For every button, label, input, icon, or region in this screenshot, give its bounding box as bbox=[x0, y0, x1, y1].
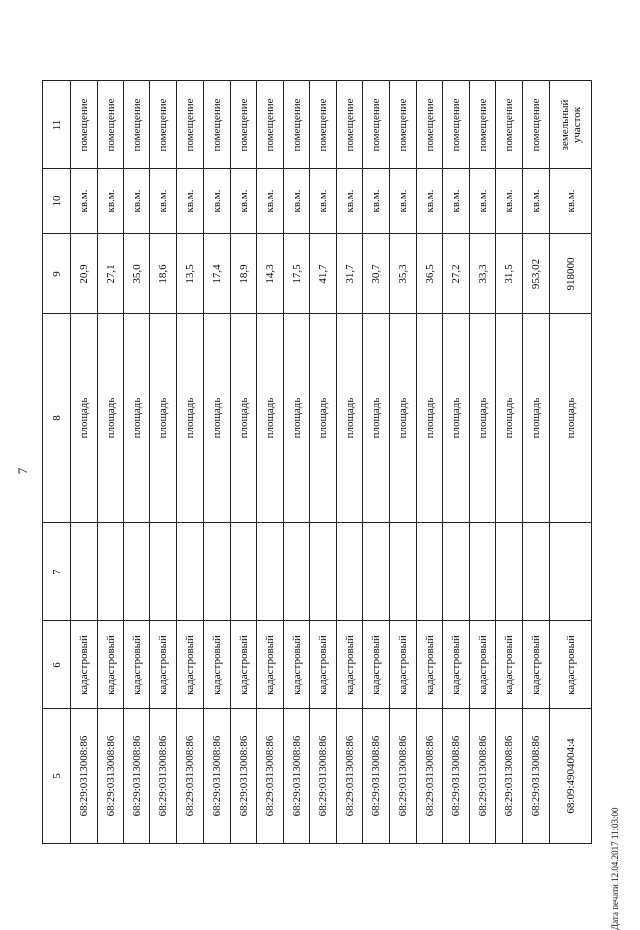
cell-text: кадастровый bbox=[397, 634, 409, 695]
cell-text: 18,9 bbox=[237, 263, 250, 284]
table-cell-col-6 bbox=[443, 621, 469, 708]
table-cell-col-7 bbox=[470, 523, 495, 620]
table-cell-col-5 bbox=[496, 709, 522, 843]
cell-text: помещение bbox=[397, 97, 409, 152]
cell-text: помещение bbox=[157, 97, 169, 152]
table-cell-col-6 bbox=[71, 621, 97, 708]
table-cell-col-8 bbox=[231, 314, 256, 522]
cell-text: 33,3 bbox=[476, 263, 489, 284]
cell-text: кадастровый bbox=[157, 634, 169, 695]
table-cell-col-5 bbox=[310, 709, 336, 843]
table-cell-col-6 bbox=[417, 621, 442, 708]
cell-text: кв.м. bbox=[290, 189, 303, 213]
page-number: 7 bbox=[15, 467, 30, 475]
table-cell-col-10 bbox=[550, 169, 591, 233]
cell-text: помещение bbox=[423, 97, 436, 152]
cell-text: кв.м. bbox=[370, 189, 382, 213]
table-cell-col-5 bbox=[150, 709, 176, 843]
table-cell-col-8 bbox=[284, 314, 309, 522]
cell-text: кв.м. bbox=[317, 189, 329, 213]
table-cell-col-7 bbox=[177, 523, 203, 620]
cell-text: кв.м. bbox=[157, 189, 169, 213]
cell-text: 30,7 bbox=[370, 263, 382, 284]
cell-text: кв.м. bbox=[264, 189, 276, 213]
table-cell-col-7 bbox=[443, 523, 469, 620]
cell-text: кадастровый bbox=[317, 634, 329, 695]
table-cell-col-10 bbox=[71, 169, 97, 233]
cell-text: 10 bbox=[50, 195, 63, 207]
table-cell-col-8 bbox=[417, 314, 442, 522]
table-cell-col-8 bbox=[257, 314, 283, 522]
cell-text: 68:09:4904004:4 bbox=[564, 738, 577, 814]
table-cell-col-5 bbox=[257, 709, 283, 843]
table-cell-col-8 bbox=[310, 314, 336, 522]
table-cell-col-5 bbox=[98, 709, 123, 843]
table-cell-col-9 bbox=[390, 234, 416, 313]
table-cell-col-6 bbox=[310, 621, 336, 708]
cell-text: помещение bbox=[78, 97, 90, 152]
table-cell-col-5 bbox=[177, 709, 203, 843]
table-cell-col-11 bbox=[150, 81, 176, 168]
cell-text: 9 bbox=[50, 270, 63, 277]
cell-text: кадастровый bbox=[503, 634, 515, 695]
cell-text: 918000 bbox=[564, 257, 577, 290]
cell-text: кадастровый bbox=[264, 634, 276, 695]
cell-text: 18,6 bbox=[157, 263, 169, 284]
cell-text: 68:29:0313008:86 bbox=[211, 735, 223, 817]
cell-text: 20,9 bbox=[78, 263, 90, 284]
table-cell-col-11 bbox=[98, 81, 123, 168]
cell-text: помещение bbox=[450, 97, 462, 152]
table-cell-col-7 bbox=[496, 523, 522, 620]
table-cell-col-6 bbox=[231, 621, 256, 708]
table-cell-col-10 bbox=[417, 169, 442, 233]
table-cell-col-7 bbox=[284, 523, 309, 620]
table-cell-col-7 bbox=[363, 523, 389, 620]
table-cell-col-10 bbox=[470, 169, 495, 233]
table-cell-col-9 bbox=[443, 234, 469, 313]
table-cell-col-5 bbox=[523, 709, 549, 843]
table-cell-col-6 bbox=[496, 621, 522, 708]
cell-text: кв.м. bbox=[423, 189, 436, 213]
table-cell-col-7 bbox=[124, 523, 149, 620]
table-cell-col-8 bbox=[337, 314, 362, 522]
table-cell-col-11 bbox=[550, 81, 591, 168]
cell-text: помещение bbox=[211, 97, 223, 152]
cell-text: 31,7 bbox=[343, 263, 356, 284]
table-cell-col-9 bbox=[150, 234, 176, 313]
table-cell-col-8 bbox=[470, 314, 495, 522]
table-cell-col-11 bbox=[284, 81, 309, 168]
table-cell-col-10 bbox=[310, 169, 336, 233]
table-cell-col-10 bbox=[124, 169, 149, 233]
table-cell-col-8 bbox=[443, 314, 469, 522]
cell-text: площадь bbox=[264, 397, 276, 439]
table-cell-col-8 bbox=[150, 314, 176, 522]
cell-text: помещение bbox=[370, 97, 382, 152]
cell-text: кадастровый bbox=[564, 634, 577, 695]
table-cell-col-9 bbox=[204, 234, 230, 313]
cell-text: кадастровый bbox=[184, 634, 196, 695]
cell-text: кадастровый bbox=[450, 634, 462, 695]
table-cell-col-9 bbox=[523, 234, 549, 313]
table-cell-col-8 bbox=[71, 314, 97, 522]
table-cell-col-9 bbox=[284, 234, 309, 313]
table-rule bbox=[591, 80, 592, 843]
table-cell-col-10 bbox=[231, 169, 256, 233]
cell-text: помещение bbox=[530, 97, 542, 152]
cell-text: площадь bbox=[184, 397, 196, 439]
cell-text: 17,5 bbox=[290, 263, 303, 284]
cell-text: площадь bbox=[130, 397, 143, 439]
cell-text: 68:29:0313008:86 bbox=[370, 735, 382, 817]
cell-text: площадь bbox=[78, 397, 90, 439]
table-cell-col-7 bbox=[98, 523, 123, 620]
table-cell-col-9 bbox=[550, 234, 591, 313]
table-cell-col-7 bbox=[523, 523, 549, 620]
table-cell-col-11 bbox=[231, 81, 256, 168]
table-cell-col-6 bbox=[98, 621, 123, 708]
table-cell-col-5 bbox=[417, 709, 442, 843]
cell-text: 68:29:0313008:86 bbox=[78, 735, 90, 817]
table-cell-col-9 bbox=[71, 234, 97, 313]
cell-text: помещение bbox=[476, 97, 489, 152]
cell-text: помещение bbox=[237, 97, 250, 152]
cell-text: кадастровый bbox=[104, 634, 117, 695]
table-cell-col-8 bbox=[523, 314, 549, 522]
cell-text: 35,0 bbox=[130, 263, 143, 284]
cell-text: 68:29:0313008:86 bbox=[450, 735, 462, 817]
table-cell-col-6 bbox=[257, 621, 283, 708]
table-cell-col-10 bbox=[443, 169, 469, 233]
table-cell-col-11 bbox=[496, 81, 522, 168]
cell-text: кв.м. bbox=[503, 189, 515, 213]
table-cell-col-11 bbox=[124, 81, 149, 168]
cell-text: 68:29:0313008:86 bbox=[503, 735, 515, 817]
cell-text: 8 bbox=[50, 415, 63, 421]
cell-text: земельный участок bbox=[558, 99, 583, 150]
table-cell-col-6 bbox=[204, 621, 230, 708]
table-cell-col-8 bbox=[177, 314, 203, 522]
cell-text: помещение bbox=[264, 97, 276, 152]
header-col-6 bbox=[43, 621, 70, 708]
cell-text: площадь bbox=[423, 397, 436, 439]
table-cell-col-10 bbox=[257, 169, 283, 233]
table-cell-col-11 bbox=[417, 81, 442, 168]
header-col-11 bbox=[43, 81, 70, 168]
cell-text: площадь bbox=[564, 397, 577, 439]
table-cell-col-10 bbox=[337, 169, 362, 233]
table-cell-col-6 bbox=[363, 621, 389, 708]
cell-text: 68:29:0313008:86 bbox=[290, 735, 303, 817]
cell-text: 27,1 bbox=[104, 263, 117, 284]
table-cell-col-6 bbox=[284, 621, 309, 708]
cell-text: 5 bbox=[50, 773, 63, 779]
cell-text: 35,3 bbox=[397, 263, 409, 284]
table-cell-col-7 bbox=[231, 523, 256, 620]
cell-text: кадастровый bbox=[211, 634, 223, 695]
cell-text: кадастровый bbox=[78, 634, 90, 695]
cell-text: кв.м. bbox=[184, 189, 196, 213]
cell-text: площадь bbox=[290, 397, 303, 439]
cell-text: кв.м. bbox=[397, 189, 409, 213]
cell-text: площадь bbox=[397, 397, 409, 439]
table-cell-col-5 bbox=[363, 709, 389, 843]
table-cell-col-10 bbox=[177, 169, 203, 233]
table-cell-col-6 bbox=[337, 621, 362, 708]
header-col-7 bbox=[43, 523, 70, 620]
cell-text: площадь bbox=[317, 397, 329, 439]
cell-text: 68:29:0313008:86 bbox=[157, 735, 169, 817]
table-cell-col-5 bbox=[71, 709, 97, 843]
cell-text: 11 bbox=[50, 119, 63, 130]
cell-text: площадь bbox=[237, 397, 250, 439]
table-cell-col-10 bbox=[284, 169, 309, 233]
table-cell-col-7 bbox=[550, 523, 591, 620]
cell-text: 13,5 bbox=[184, 263, 196, 284]
table-cell-col-11 bbox=[363, 81, 389, 168]
cell-text: кадастровый bbox=[423, 634, 436, 695]
table-cell-col-6 bbox=[550, 621, 591, 708]
table-cell-col-7 bbox=[310, 523, 336, 620]
cell-text: 68:29:0313008:86 bbox=[184, 735, 196, 817]
table-cell-col-11 bbox=[390, 81, 416, 168]
table-cell-col-6 bbox=[124, 621, 149, 708]
cell-text: помещение bbox=[130, 97, 143, 152]
table-cell-col-7 bbox=[150, 523, 176, 620]
cell-text: площадь bbox=[104, 397, 117, 439]
table-cell-col-5 bbox=[337, 709, 362, 843]
table-cell-col-5 bbox=[284, 709, 309, 843]
table-cell-col-8 bbox=[496, 314, 522, 522]
table-cell-col-7 bbox=[390, 523, 416, 620]
cell-text: 68:29:0313008:86 bbox=[130, 735, 143, 817]
table-cell-col-9 bbox=[177, 234, 203, 313]
table-cell-col-5 bbox=[390, 709, 416, 843]
cell-text: 68:29:0313008:86 bbox=[264, 735, 276, 817]
cell-text: помещение bbox=[317, 97, 329, 152]
cell-text: площадь bbox=[157, 397, 169, 439]
table-cell-col-9 bbox=[124, 234, 149, 313]
table-cell-col-8 bbox=[124, 314, 149, 522]
cell-text: площадь bbox=[370, 397, 382, 439]
table-rule bbox=[42, 843, 592, 844]
cell-text: помещение bbox=[343, 97, 356, 152]
cell-text: кв.м. bbox=[78, 189, 90, 213]
table-cell-col-9 bbox=[337, 234, 362, 313]
table-cell-col-9 bbox=[496, 234, 522, 313]
cell-text: 36,5 bbox=[423, 263, 436, 284]
table-cell-col-9 bbox=[257, 234, 283, 313]
print-date-text: Дата печати 12.04.2017 11:03:00 bbox=[610, 807, 620, 930]
table-cell-col-11 bbox=[337, 81, 362, 168]
table-cell-col-11 bbox=[310, 81, 336, 168]
cell-text: 68:29:0313008:86 bbox=[317, 735, 329, 817]
cell-text: 14,3 bbox=[264, 263, 276, 284]
table-cell-col-7 bbox=[71, 523, 97, 620]
cell-text: кв.м. bbox=[476, 189, 489, 213]
cell-text: 68:29:0313008:86 bbox=[423, 735, 436, 817]
header-col-9 bbox=[43, 234, 70, 313]
table-cell-col-10 bbox=[523, 169, 549, 233]
table-cell-col-7 bbox=[204, 523, 230, 620]
table-cell-col-11 bbox=[177, 81, 203, 168]
cell-text: 17,4 bbox=[211, 263, 223, 284]
cell-text: кв.м. bbox=[564, 189, 577, 213]
cell-text: кв.м. bbox=[530, 189, 542, 213]
cell-text: 6 bbox=[50, 661, 63, 668]
cell-text: 68:29:0313008:86 bbox=[397, 735, 409, 817]
cell-text: площадь bbox=[476, 397, 489, 439]
cell-text: площадь bbox=[211, 397, 223, 439]
table-cell-col-6 bbox=[470, 621, 495, 708]
cell-text: кадастровый bbox=[290, 634, 303, 695]
table-cell-col-7 bbox=[257, 523, 283, 620]
table-cell-col-9 bbox=[98, 234, 123, 313]
table-cell-col-6 bbox=[177, 621, 203, 708]
table-cell-col-9 bbox=[310, 234, 336, 313]
cell-text: 68:29:0313008:86 bbox=[237, 735, 250, 817]
table-cell-col-6 bbox=[150, 621, 176, 708]
table-cell-col-11 bbox=[257, 81, 283, 168]
cell-text: кадастровый bbox=[370, 634, 382, 695]
table-cell-col-10 bbox=[150, 169, 176, 233]
table-cell-col-11 bbox=[443, 81, 469, 168]
cell-text: кв.м. bbox=[211, 189, 223, 213]
cell-text: помещение bbox=[104, 97, 117, 152]
cell-text: площадь bbox=[343, 397, 356, 439]
table-cell-col-10 bbox=[204, 169, 230, 233]
cell-text: 27,2 bbox=[450, 263, 462, 284]
table-cell-col-6 bbox=[523, 621, 549, 708]
cell-text: кадастровый bbox=[237, 634, 250, 695]
cell-text: 68:29:0313008:86 bbox=[343, 735, 356, 817]
table-cell-col-5 bbox=[124, 709, 149, 843]
table-cell-col-9 bbox=[231, 234, 256, 313]
header-col-5 bbox=[43, 709, 70, 843]
cell-text: 68:29:0313008:86 bbox=[104, 735, 117, 817]
table-cell-col-8 bbox=[390, 314, 416, 522]
cell-text: 41,7 bbox=[317, 263, 329, 284]
table-cell-col-11 bbox=[523, 81, 549, 168]
header-col-8 bbox=[43, 314, 70, 522]
cell-text: 953,02 bbox=[530, 258, 542, 289]
header-col-10 bbox=[43, 169, 70, 233]
table-cell-col-5 bbox=[204, 709, 230, 843]
cell-text: кв.м. bbox=[130, 189, 143, 213]
table-cell-col-11 bbox=[204, 81, 230, 168]
table-cell-col-10 bbox=[496, 169, 522, 233]
table-cell-col-8 bbox=[204, 314, 230, 522]
cell-text: кадастровый bbox=[476, 634, 489, 695]
cell-text: кв.м. bbox=[450, 189, 462, 213]
cell-text: площадь bbox=[530, 397, 542, 439]
table-cell-col-5 bbox=[470, 709, 495, 843]
table-cell-col-9 bbox=[417, 234, 442, 313]
cell-text: кадастровый bbox=[343, 634, 356, 695]
table-cell-col-8 bbox=[98, 314, 123, 522]
cell-text: кв.м. bbox=[237, 189, 250, 213]
cell-text: 68:29:0313008:86 bbox=[476, 735, 489, 817]
cell-text: кадастровый bbox=[130, 634, 143, 695]
table-cell-col-8 bbox=[550, 314, 591, 522]
cell-text: площадь bbox=[450, 397, 462, 439]
cell-text: 31,5 bbox=[503, 263, 515, 284]
table-cell-col-5 bbox=[550, 709, 591, 843]
cell-text: помещение bbox=[503, 97, 515, 152]
table-cell-col-5 bbox=[231, 709, 256, 843]
table-cell-col-5 bbox=[443, 709, 469, 843]
cell-text: помещение bbox=[290, 97, 303, 152]
table-cell-col-8 bbox=[363, 314, 389, 522]
cell-text: 68:29:0313008:86 bbox=[530, 735, 542, 817]
table-cell-col-9 bbox=[363, 234, 389, 313]
cell-text: 7 bbox=[50, 568, 63, 575]
cell-text: помещение bbox=[184, 97, 196, 152]
table-cell-col-11 bbox=[71, 81, 97, 168]
table-cell-col-10 bbox=[390, 169, 416, 233]
cell-text: кв.м. bbox=[104, 189, 117, 213]
table-cell-col-11 bbox=[470, 81, 495, 168]
table-cell-col-10 bbox=[98, 169, 123, 233]
table-cell-col-9 bbox=[470, 234, 495, 313]
cell-text: кадастровый bbox=[530, 634, 542, 695]
cell-text: кв.м. bbox=[343, 189, 356, 213]
table-cell-col-7 bbox=[337, 523, 362, 620]
table-cell-col-7 bbox=[417, 523, 442, 620]
table-cell-col-6 bbox=[390, 621, 416, 708]
cell-text: площадь bbox=[503, 397, 515, 439]
table-cell-col-10 bbox=[363, 169, 389, 233]
